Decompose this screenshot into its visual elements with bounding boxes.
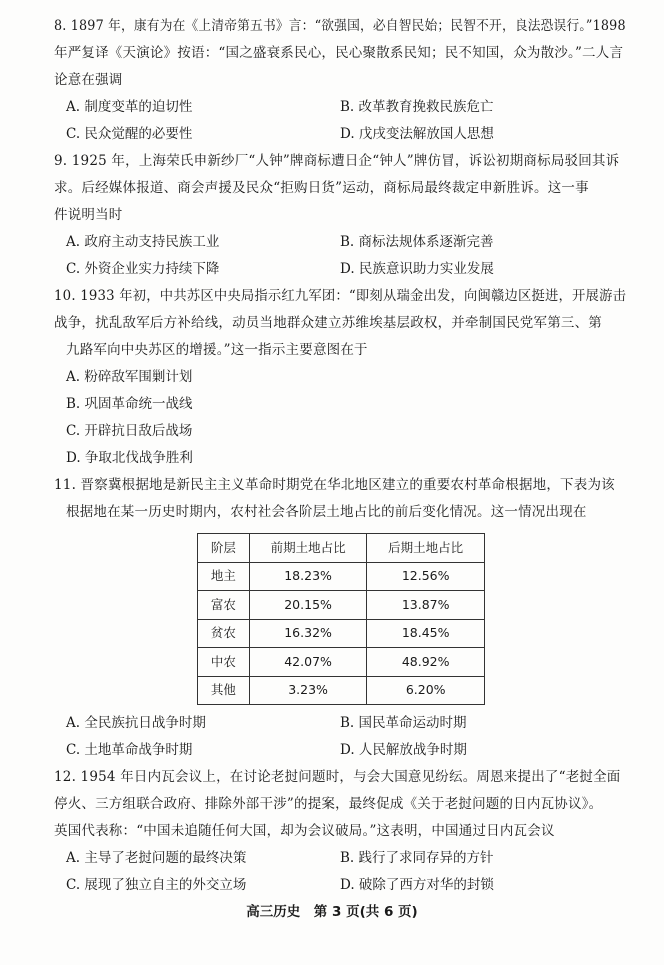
table-cell-class: 富农 (198, 591, 250, 620)
q11-option-d: D. 人民解放战争时期 (340, 742, 467, 758)
q10-option-c: C. 开辟抗日敌后战场 (66, 423, 193, 439)
q12-stem-line-3: 英国代表称：“中国未追随任何大国，却为会议破局。”这表明，中国通过日内瓦会议 (54, 823, 555, 839)
q12-option-a: A. 主导了老挝问题的最终决策 (66, 850, 247, 866)
table-cell-before: 16.32% (249, 619, 367, 648)
land-share-table (197, 533, 485, 705)
table-cell-after: 12.56% (367, 562, 485, 591)
q8-stem-line-3: 论意在强调 (54, 72, 123, 88)
q10-option-a: A. 粉碎敌军围剿计划 (66, 369, 193, 385)
table-cell-before: 18.23% (249, 562, 367, 591)
q8-option-d: D. 戊戌变法解放国人思想 (340, 126, 494, 142)
q9-stem-line-3: 件说明当时 (54, 207, 123, 223)
table-cell-after: 13.87% (367, 591, 485, 620)
q9-option-d: D. 民族意识助力实业发展 (340, 261, 494, 277)
q11-option-c: C. 土地革命战争时期 (66, 742, 193, 758)
table-cell-after: 6.20% (367, 676, 485, 705)
table-cell-class: 中农 (198, 648, 250, 677)
q9-option-b: B. 商标法规体系逐渐完善 (340, 234, 494, 250)
page-footer: 高三历史 第 3 页(共 6 页) (246, 904, 418, 920)
q11-stem-line-2: 根据地在某一历史时期内，农村社会各阶层土地占比的前后变化情况。这一情况出现在 (66, 504, 587, 520)
q11-option-a: A. 全民族抗日战争时期 (66, 715, 206, 731)
q12-option-d: D. 破除了西方对华的封锁 (340, 877, 494, 893)
q8-option-c: C. 民众觉醒的必要性 (66, 126, 193, 142)
table-row (198, 648, 485, 677)
table-cell-before: 3.23% (249, 676, 367, 705)
table-cell-after: 48.92% (367, 648, 485, 677)
table-cell-before: 42.07% (249, 648, 367, 677)
q9-option-a: A. 政府主动支持民族工业 (66, 234, 220, 250)
q10-option-d: D. 争取北伐战争胜利 (66, 450, 193, 466)
table-cell-after: 18.45% (367, 619, 485, 648)
q11-option-b: B. 国民革命运动时期 (340, 715, 467, 731)
q8-option-a: A. 制度变革的迫切性 (66, 99, 193, 115)
q12-option-b: B. 践行了求同存异的方针 (340, 850, 494, 866)
table-cell-class: 贫农 (198, 619, 250, 648)
q8-stem-line-2: 年严复译《天演论》按语：“国之盛衰系民心，民心聚散系民知；民不知国，众为散沙。”二人言 (54, 45, 624, 61)
table-row (198, 591, 485, 620)
q11-stem-line-1: 11. 晋察冀根据地是新民主主义革命时期党在华北地区建立的重要农村革命根据地，下表为该 (54, 477, 615, 493)
table-cell-class: 地主 (198, 562, 250, 591)
q10-stem-line-3: 九路军向中央苏区的增援。”这一指示主要意图在于 (66, 342, 368, 358)
q8-stem-line-1: 8. 1897 年，康有为在《上清帝第五书》言：“欲强国，必自智民始；民智不开，良法恐误行。”1898 (54, 18, 626, 34)
q12-option-c: C. 展现了独立自主的外交立场 (66, 877, 247, 893)
table-header-row (198, 534, 485, 563)
q12-stem-line-2: 停火、三方组联合政府、排除外部干涉”的提案，最终促成《关于老挝问题的日内瓦协议》。 (54, 796, 603, 812)
table-header-cell: 前期土地占比 (249, 534, 367, 563)
q12-stem-line-1: 12. 1954 年日内瓦会议上，在讨论老挝问题时，与会大国意见纷纭。周恩来提出了“老挝全面 (54, 769, 621, 785)
table-row (198, 562, 485, 591)
q8-option-b: B. 改革教育挽救民族危亡 (340, 99, 494, 115)
q9-stem-line-1: 9. 1925 年，上海荣氏申新纱厂“人钟”牌商标遭日企“钟人”牌仿冒，诉讼初期商标局驳回其诉 (54, 153, 620, 169)
table-row (198, 676, 485, 705)
table-header-cell: 后期土地占比 (367, 534, 485, 563)
q10-option-b: B. 巩固革命统一战线 (66, 396, 193, 412)
table-header-cell: 阶层 (198, 534, 250, 563)
q9-option-c: C. 外资企业实力持续下降 (66, 261, 220, 277)
table-row (198, 619, 485, 648)
table-cell-before: 20.15% (249, 591, 367, 620)
q10-stem-line-1: 10. 1933 年初，中共苏区中央局指示红九军团：“即刻从瑞金出发，向闽赣边区挺进，开展游击 (54, 288, 627, 304)
q10-stem-line-2: 战争，扰乱敌军后方补给线，动员当地群众建立苏维埃基层政权，并牵制国民党军第三、第 (54, 315, 602, 331)
q9-stem-line-2: 求。后经媒体报道、商会声援及民众“拒购日货”运动，商标局最终裁定申新胜诉。这一事 (54, 180, 589, 196)
table-cell-class: 其他 (198, 676, 250, 705)
